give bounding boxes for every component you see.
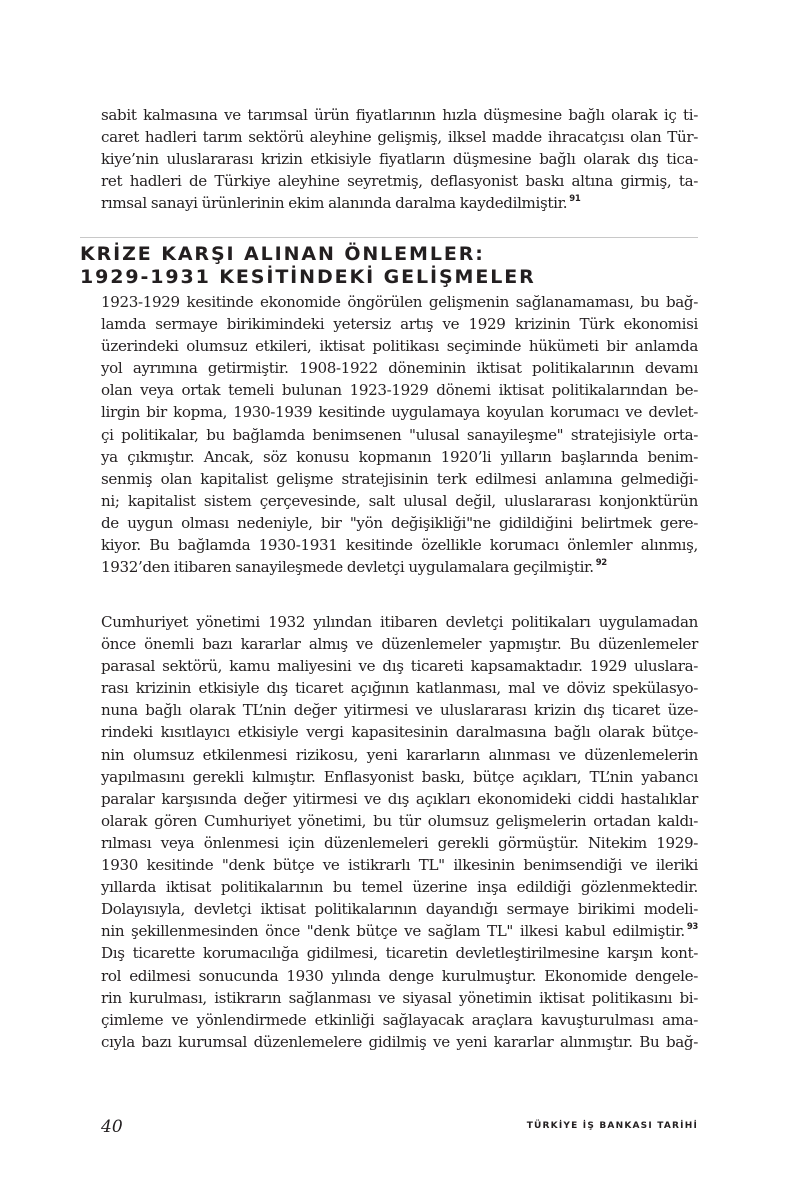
text-line: paralar karşısında değer yitirmesi ve dış açıkları ekonomideki ciddi hastalıklar bbox=[101, 789, 698, 808]
text-line: ni; kapitalist sistem çerçevesinde, salt ulusal değil, uluslararası konjonktürün bbox=[101, 491, 698, 510]
text-line: cıyla bazı kurumsal düzenlemelere gidilmiş ve yeni kararlar alınmıştır. Bu bağ- bbox=[101, 1032, 698, 1051]
running-title: TÜRKİYE İŞ BANKASI TARİHİ bbox=[526, 1121, 698, 1131]
page-number: 40 bbox=[101, 1117, 123, 1137]
text-line: 1930 kesitinde "denk bütçe ve istikrarlı TL" ilkesinin benimsendiği ve ileriki bbox=[101, 856, 698, 875]
text-line: senmiş olan kapitalist gelişme stratejisinin terk edilmesi anlamına gelmediği- bbox=[101, 469, 698, 488]
text-line: 1923-1929 kesitinde ekonomide öngörülen gelişmenin sağlanamaması, bu bağ- bbox=[101, 293, 698, 311]
text-line: yapılmasını gerekli kılmıştır. Enflasyonist baskı, bütçe açıkları, TL’nin yabancı bbox=[101, 767, 698, 786]
text-line bbox=[101, 920, 698, 942]
text-line: sabit kalmasına ve tarımsal ürün fiyatlarının hızla düşmesine bağlı olarak iç ti- bbox=[101, 106, 698, 124]
footnote-marker[interactable]: 93 bbox=[686, 922, 698, 933]
paragraph-section-1 bbox=[101, 291, 698, 578]
text-line: kiyor. Bu bağlamda 1930-1931 kesitinde özellikle korumacı önlemler alınmış, bbox=[101, 536, 698, 555]
text-line: nin olumsuz etkilenmesi rizikosu, yeni kararların alınması ve düzenlemelerin bbox=[101, 745, 698, 764]
text-line: yol ayrımına getirmiştir. 1908-1922 döneminin iktisat politikalarının devamı bbox=[101, 359, 698, 378]
text-line: Dış ticarette korumacılığa gidilmesi, ticaretin devletleştirilmesine karşın kont- bbox=[101, 944, 698, 963]
text-line: kiye’nin uluslararası krizin etkisiyle fiyatların düşmesine bağlı olarak dış tica- bbox=[101, 150, 698, 169]
text-line-last bbox=[101, 556, 698, 578]
text-line: ya çıkmıştır. Ancak, söz konusu kopmanın 1920’li yılların başlarında benim- bbox=[101, 447, 698, 466]
text-line: olarak gören Cumhuriyet yönetimi, bu tür olumsuz gelişmelerin ortadan kaldı- bbox=[101, 811, 698, 830]
section-divider bbox=[80, 237, 698, 238]
text-line: caret hadleri tarım sektörü aleyhine gelişmiş, ilksel madde ihracatçısı olan Tür- bbox=[101, 128, 698, 147]
text-line: ret hadleri de Türkiye aleyhine seyretmiş, deflasyonist baskı altına girmiş, ta- bbox=[101, 172, 698, 191]
text-line: rılması veya önlenmesi için düzenlemeleri gerekli görmüştür. Nitekim 1929- bbox=[101, 833, 698, 852]
text-line: nuna bağlı olarak TL’nin değer yitirmesi ve uluslararası krizin dış ticaret üze- bbox=[101, 701, 698, 720]
text-line: çimleme ve yönlendirmede etkinliği sağlayacak araçlara kavuşturulması ama- bbox=[101, 1010, 698, 1029]
text-line: Cumhuriyet yönetimi 1932 yılından itibaren devletçi politikaları uygulamadan bbox=[101, 613, 698, 631]
text-line: üzerindeki olumsuz etkileri, iktisat politikası seçiminde hükümeti bir anlamda bbox=[101, 337, 698, 356]
text-line: parasal sektörü, kamu maliyesini ve dış ticareti kapsamaktadır. 1929 uluslara- bbox=[101, 657, 698, 676]
paragraph-intro bbox=[101, 104, 698, 214]
text-line-last bbox=[101, 192, 698, 214]
paragraph-section-2 bbox=[101, 611, 698, 1053]
footnote-marker[interactable]: 92 bbox=[595, 558, 607, 569]
text-line: de uygun olması nedeniyle, bir "yön değişikliği"ne gidildiğini belirtmek gere- bbox=[101, 513, 698, 532]
text-line: rindeki kısıtlayıcı etkisiyle vergi kapasitesinin daralmasına bağlı olarak bütçe- bbox=[101, 723, 698, 742]
section-heading bbox=[80, 243, 536, 289]
text-line: rol edilmesi sonucunda 1930 yılında denge kurulmuştur. Ekonomide dengele- bbox=[101, 966, 698, 985]
text-line: Dolayısıyla, devletçi iktisat politikalarının dayandığı sermaye birikimi modeli- bbox=[101, 900, 698, 919]
text-line: çi politikalar, bu bağlamda benimsenen "ulusal sanayileşme" stratejisiyle orta- bbox=[101, 425, 698, 444]
text-line: lirgin bir kopma, 1930-1939 kesitinde uygulamaya koyulan korumacı ve devlet- bbox=[101, 403, 698, 422]
text-line: olan veya ortak temeli bulunan 1923-1929 dönemi iktisat politikalarından be- bbox=[101, 381, 698, 400]
section-heading-line-2: 1929-1931 KESİTİNDEKİ GELİŞMELER bbox=[80, 266, 536, 288]
section-heading-line-1: KRİZE KARŞI ALINAN ÖNLEMLER: bbox=[80, 243, 485, 265]
text-line-content: nin şekillenmesinden önce "denk bütçe ve sağlam TL" ilkesi kabul edilmiştir. bbox=[101, 922, 685, 941]
text-line-content: 1932’den itibaren sanayileşmede devletçi uygulamalara geçilmiştir. bbox=[101, 558, 594, 577]
text-line: lamda sermaye birikimindeki yetersiz artış ve 1929 krizinin Türk ekonomisi bbox=[101, 315, 698, 334]
text-line: rin kurulması, istikrarın sağlanması ve siyasal yönetimin iktisat politikasını bi- bbox=[101, 988, 698, 1007]
text-line: yıllarda iktisat politikalarının bu temel üzerine inşa edildiği gözlenmektedir. bbox=[101, 878, 698, 897]
text-line: rası krizinin etkisiyle dış ticaret açığının katlanması, mal ve döviz spekülasyo- bbox=[101, 679, 698, 698]
footnote-marker[interactable]: 91 bbox=[569, 194, 581, 205]
text-line: önce önemli bazı kararlar almış ve düzenlemeler yapmıştır. Bu düzenlemeler bbox=[101, 635, 698, 654]
text-line-content: rımsal sanayi ürünlerinin ekim alanında daralma kaydedilmiştir. bbox=[101, 194, 568, 213]
